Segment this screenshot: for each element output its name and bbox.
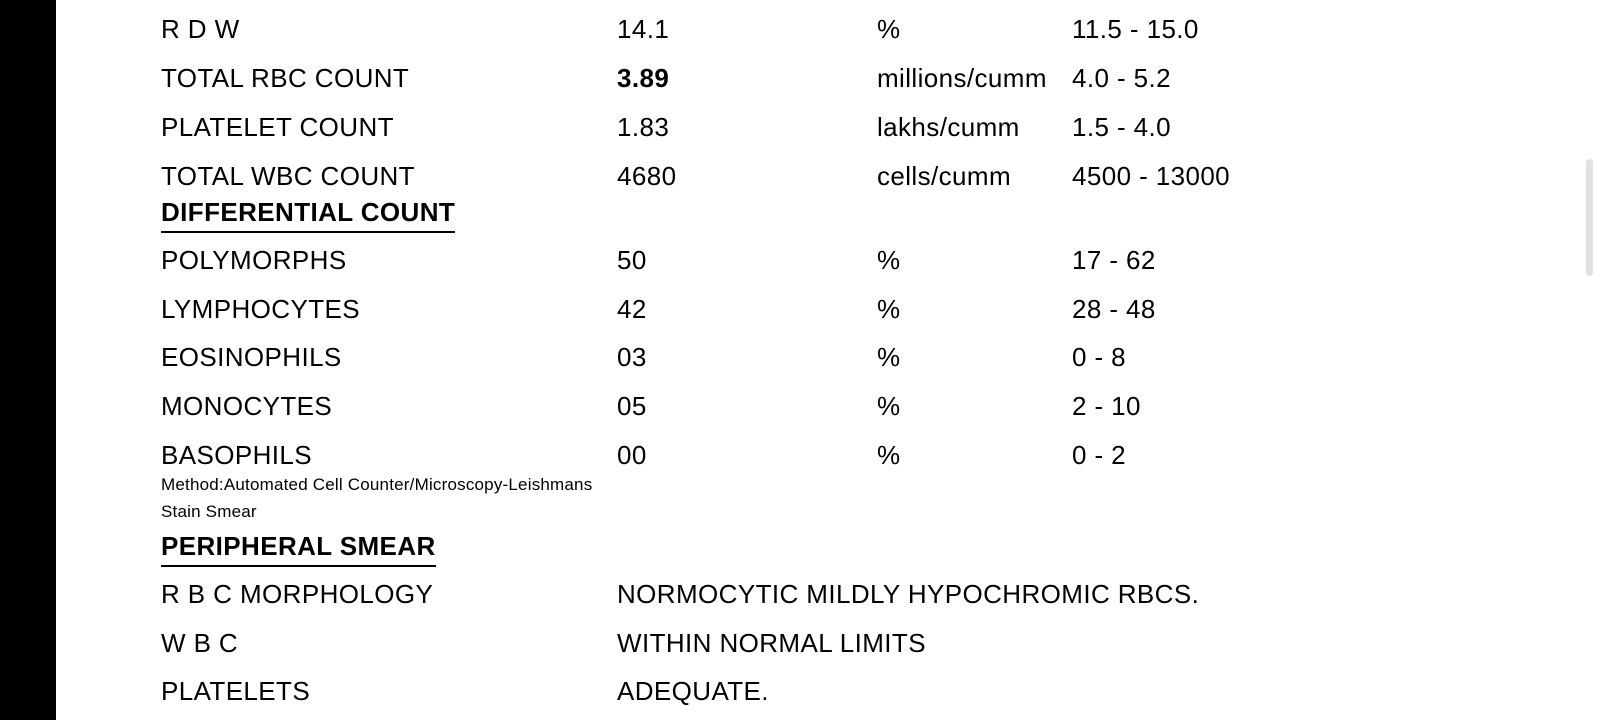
lab-row-rbc-morphology <box>161 578 1600 610</box>
test-value: 05 <box>617 391 647 421</box>
test-value: 00 <box>617 440 647 470</box>
method-note-line2: Stain Smear <box>161 502 257 521</box>
test-name: PLATELETS <box>161 676 311 706</box>
lab-row-platelets-adequacy <box>161 675 1600 707</box>
test-name: MONOCYTES <box>161 391 333 421</box>
lab-row-basophils <box>161 439 1600 471</box>
lab-row-total-rbc <box>161 62 1600 94</box>
differential-count-heading <box>161 196 1600 228</box>
test-range: 4.0 - 5.2 <box>1072 63 1171 93</box>
test-range: 1.5 - 4.0 <box>1072 112 1171 142</box>
test-unit: % <box>877 245 901 275</box>
test-range: 0 - 8 <box>1072 342 1127 372</box>
test-name: R B C MORPHOLOGY <box>161 579 434 609</box>
test-unit: % <box>877 14 901 44</box>
test-name: W B C <box>161 628 239 658</box>
peripheral-smear-heading <box>161 530 1600 562</box>
test-range: 17 - 62 <box>1072 245 1156 275</box>
test-unit: % <box>877 391 901 421</box>
lab-row-lymphocytes <box>161 293 1600 325</box>
test-value: 03 <box>617 342 647 372</box>
test-range: 0 - 2 <box>1072 440 1127 470</box>
test-value: 1.83 <box>617 112 670 142</box>
test-name: LYMPHOCYTES <box>161 294 360 324</box>
lab-row-total-wbc <box>161 160 1600 192</box>
test-unit: lakhs/cumm <box>877 112 1020 142</box>
test-value: 14.1 <box>617 14 670 44</box>
test-range: 11.5 - 15.0 <box>1072 14 1199 44</box>
test-unit: cells/cumm <box>877 161 1012 191</box>
test-finding: NORMOCYTIC MILDLY HYPOCHROMIC RBCS. <box>617 579 1200 609</box>
test-name: BASOPHILS <box>161 440 312 470</box>
test-range: 28 - 48 <box>1072 294 1156 324</box>
test-finding: ADEQUATE. <box>617 676 769 706</box>
test-unit: millions/cumm <box>877 63 1047 93</box>
test-range: 4500 - 13000 <box>1072 161 1231 191</box>
lab-row-polymorphs <box>161 244 1600 276</box>
test-unit: % <box>877 294 901 324</box>
section-heading: DIFFERENTIAL COUNT <box>161 196 455 233</box>
test-value: 4680 <box>617 161 677 191</box>
window-edge-bar <box>0 0 56 720</box>
lab-row-rdw <box>161 13 1600 45</box>
section-heading: PERIPHERAL SMEAR <box>161 530 436 567</box>
test-name: POLYMORPHS <box>161 245 347 275</box>
test-name: R D W <box>161 14 240 44</box>
lab-row-monocytes <box>161 390 1600 422</box>
test-value: 3.89 <box>617 63 670 93</box>
lab-row-eosinophils <box>161 341 1600 373</box>
test-unit: % <box>877 342 901 372</box>
test-value: 50 <box>617 245 647 275</box>
test-name: PLATELET COUNT <box>161 112 394 142</box>
lab-row-platelet-count <box>161 111 1600 143</box>
test-range: 2 - 10 <box>1072 391 1141 421</box>
test-name: TOTAL WBC COUNT <box>161 161 415 191</box>
lab-row-wbc-morphology <box>161 627 1600 659</box>
method-note-line1: Method:Automated Cell Counter/Microscopy-Leishmans <box>161 475 593 494</box>
test-name: EOSINOPHILS <box>161 342 342 372</box>
test-finding: WITHIN NORMAL LIMITS <box>617 628 926 658</box>
test-value: 42 <box>617 294 647 324</box>
test-unit: % <box>877 440 901 470</box>
lab-report-page <box>161 0 1600 720</box>
test-name: TOTAL RBC COUNT <box>161 63 410 93</box>
